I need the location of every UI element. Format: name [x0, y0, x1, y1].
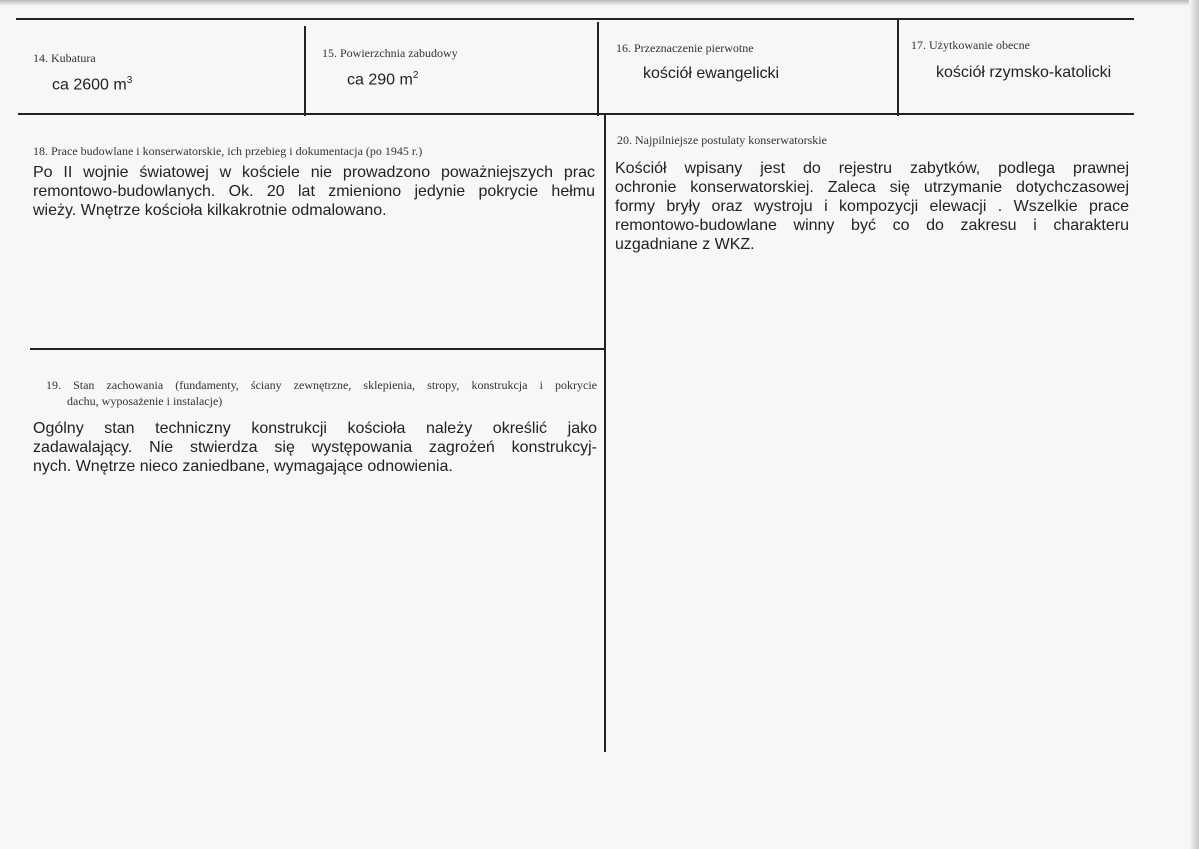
field-19-label-line: dachu, wyposażenie i instalacje)	[67, 394, 223, 408]
divider-14-15	[304, 26, 306, 116]
center-divider	[604, 114, 606, 752]
field-15-label: 15. Powierzchnia zabudowy	[322, 46, 458, 60]
field-20-line: ochronie konserwatorskiej. Zaleca się utrzymanie dotychczasowej	[615, 179, 1129, 196]
field-20-line: remontowo-budowlane winny być co do zakresu i charakteru	[615, 217, 1129, 234]
field-20-text	[615, 159, 1129, 254]
field-19-line: nych. Wnętrze nieco zaniedbane, wymagające odnowienia.	[33, 458, 453, 475]
field-19-line: Ogólny stan techniczny konstrukcji kościoła należy określić jako	[33, 420, 597, 437]
top-rule	[16, 18, 1134, 20]
field-14-value: ca 2600 $m^3$	[52, 75, 133, 94]
field-18-label: 18. Prace budowlane i konserwatorskie, ich przebieg i dokumentacja (po 1945 r.)	[33, 144, 423, 158]
page-top-edge	[0, 0, 1199, 6]
field-18-line: Po II wojnie światowej w kościele nie prowadzono poważniejszych prac	[33, 164, 595, 181]
field-18-text	[33, 163, 595, 220]
field-17-value: kościół rzymsko-katolicki	[936, 64, 1112, 81]
field-19-label-line: 19. Stan zachowania (fundamenty, ściany zewnętrzne, sklepienia, stropy, konstrukcja i pokrycie	[46, 378, 597, 392]
field-17-label: 17. Użytkowanie obecne	[911, 38, 1030, 52]
field-18-line: wieży. Wnętrze kościoła kilkakrotnie odmalowano.	[33, 202, 387, 219]
page-right-edge	[1189, 0, 1199, 849]
field-18-bottom-rule	[30, 348, 605, 350]
field-20-line: uzgadniane z WKZ.	[615, 236, 755, 253]
field-19-text	[33, 419, 597, 476]
field-19-label	[46, 377, 597, 409]
field-20-label: 20. Najpilniejsze postulaty konserwatorskie	[617, 133, 827, 147]
field-16-value: kościół ewangelicki	[643, 65, 780, 82]
field-18-line: remontowo-budowlanych. Ok. 20 lat zmieniono jedynie pokrycie hełmu	[33, 183, 595, 200]
field-14-label: 14. Kubatura	[33, 51, 96, 65]
field-20-line: Kościół wpisany jest do rejestru zabytków, podlega prawnej	[615, 160, 1129, 177]
field-15-value: ca 290 $m^2$	[347, 70, 419, 89]
field-20-line: formy bryły oraz wystroju i kompozycji elewacji . Wszelkie prace	[615, 198, 1129, 215]
row1-bottom-rule	[18, 113, 1134, 115]
field-16-label: 16. Przeznaczenie pierwotne	[616, 41, 754, 55]
field-19-line: zadawalający. Nie stwierdza się występowania zagrożeń konstrukcyj-	[33, 439, 597, 456]
divider-15-16	[597, 22, 599, 116]
divider-16-17	[897, 20, 899, 116]
